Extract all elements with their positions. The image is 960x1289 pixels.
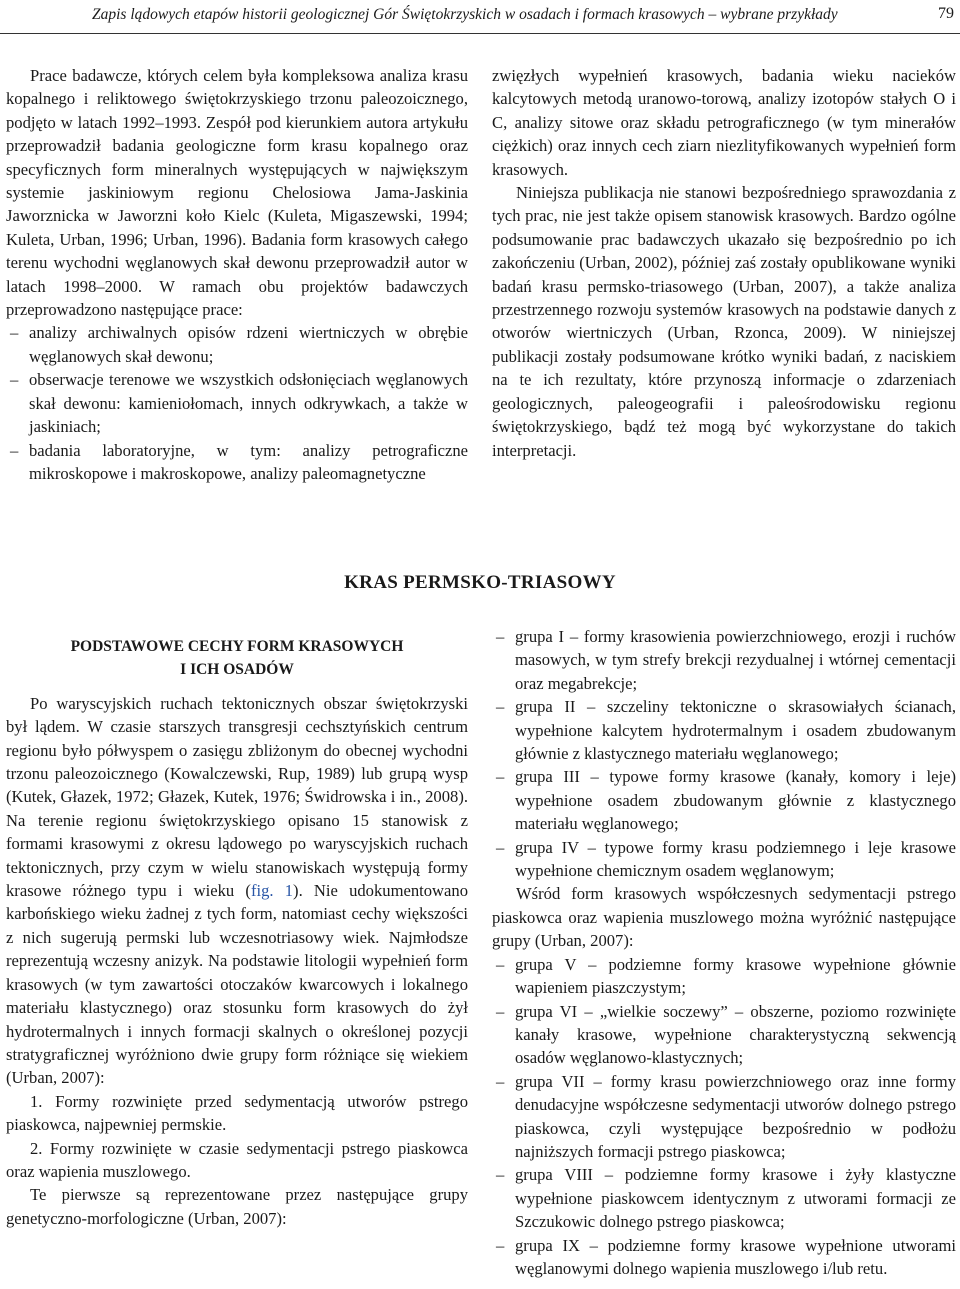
karst-groups-list-b (492, 953, 956, 1281)
body-paragraph: Wśród form krasowych współczesnych sedymentacji pstrego piaskowca oraz wapienia muszlowego można wyróżnić następujące grupy (Urban, 2007): (492, 884, 956, 951)
section-heading: KRAS PERMSKO-TRIASOWY (344, 572, 616, 593)
running-title: Zapis lądowych etapów historii geologicznej Gór Świętokrzyskich w osadach i formach krasowych – wybrane przykłady (92, 6, 838, 23)
lower-left-column (6, 635, 468, 1230)
list-item: – analizy archiwalnych opisów rdzeni wiertniczych w obrębie węglanowych skał dewonu; (6, 321, 468, 368)
list-item: – grupa VI – „wielkie soczewy” – obszerne, poziomo rozwinięte kanały krasowe, wypełnione charakterystyczną sekwencją osadów węglanowo-klastycznych; (492, 1000, 956, 1070)
karst-groups-list-a (492, 625, 956, 882)
list-item: – grupa IV – typowe formy krasu podziemnego i leje krasowe wypełnione chemicznym osadem węglanowym; (492, 836, 956, 883)
upper-left-column (6, 64, 468, 485)
enumerated-item: 1. Formy rozwinięte przed sedymentacją utworów pstrego piaskowca, najpewniej permskie. (6, 1091, 468, 1135)
figure-reference-link[interactable]: fig. 1 (250, 881, 294, 901)
subsection-heading-line: I ICH OSADÓW (180, 661, 294, 679)
page-number: 79 (938, 5, 954, 22)
running-header (0, 0, 960, 34)
paragraph-text: Po waryscyjskich ruchach tektonicznych obszar świętokrzyski był lądem. W czasie starszych transgresji cechsztyńskich centrum regionu było półwyspem o zasięgu zbliżonym do obecnej wychodni trzonu paleozoicznego (Kowalczewski, Rup, 1989) lub grupą wysp (Kutek, Głazek, 1972; Głazek, Kutek, 1976; Świdrowska i in., 2008). Na terenie regionu świętokrzyskiego opisano 15 stanowisk z formami krasowymi z okresu lądowego po waryscyjskich ruchach tektonicznych, przy czym w wielu stanowiskach występują formy krasowe różnego typu i wieku ( (6, 693, 468, 901)
intro-paragraph: Prace badawcze, których celem była kompleksowa analiza krasu kopalnego i reliktowego świętokrzyskiego trzonu paleozoicznego, podjęto w latach 1992–1993. Zespół pod kierunkiem autora artykułu przeprowadził badania geologiczne form krasu kopalnego oraz specyficznych form mineralnych występujących w największym systemie jaskiniowym regionu Chelosiowa Jama-Jaskinia Jaworznicka w Jaworzni koło Kielc (Kuleta, Migaszewski, 1994; Kuleta, Urban, 1996; Urban, 1996). Badania form krasowych całego terenu wychodni węglanowych skał dewonu przeprowadził autor w latach 1998–2000. W ramach obu projektów badawczych przeprowadzono następujące prace: (6, 66, 468, 320)
lower-right-column (492, 625, 956, 1280)
enumerated-item: 2. Formy rozwinięte w czasie sedymentacji pstrego piaskowca oraz wapienia muszlowego. (6, 1138, 468, 1181)
body-paragraph (6, 692, 468, 1090)
list-item: – grupa VII – formy krasu powierzchniowego oraz inne formy denudacyjne współczesne sedymentacji utworów dolnego pstrego piaskowca, czyli występujące bezpośrednio w podłożu najniższych formacji pstrego piaskowca; (492, 1070, 956, 1164)
list-item: – grupa V – podziemne formy krasowe wypełnione głównie wapieniem piaszczystym; (492, 953, 956, 1000)
upper-right-column (492, 64, 956, 462)
list-item: – grupa VIII – podziemne formy krasowe i żyły klastyczne wypełnione piaskowcem identycznym z utworami formacji ze Szczukowic dolnego pstrego piaskowca; (492, 1163, 956, 1233)
subsection-heading (6, 635, 468, 682)
list-item: – grupa III – typowe formy krasowe (kanały, komory i leje) wypełnione osadem zbudowanym głównie z klastycznego materiału węglanowego; (492, 765, 956, 835)
research-tasks-list (6, 321, 468, 485)
publication-scope-paragraph: Niniejsza publikacja nie stanowi bezpośredniego sprawozdania z tych prac, nie jest także opisem stanowisk krasowych. Bardzo ogólne podsumowanie prac badawczych ukazało się bezpośrednio po ich zakończeniu (Urban, 2002), później zaś zostały opublikowane wyniki badań krasu permsko-triasowego (Urban, 2007), a także analiza przestrzennego rozwoju systemów krasowych na podstawie danych z otworów wiertniczych (Urban, Rzonca, 2009). W niniejszej publikacji zostały podsumowane krótko wyniki badań, z naciskiem na te ich rezultaty, które przynoszą informacje o zdarzeniach geologicznych, paleogeografii i paleośrodowisku regionu świętokrzyskiego, bądź też mogą być wykorzystane do takich interpretacji. (492, 183, 956, 460)
list-item: – obserwacje terenowe we wszystkich odsłonięciach węglanowych skał dewonu: kamieniołomach, innych odkrywkach, a także w jaskiniach; (6, 368, 468, 438)
continuation-paragraph: zwięzłych wypełnień krasowych, badania wieku nacieków kalcytowych metodą uranowo-torową, analizy izotopów stałych O i C, analizy sitowe oraz składu petrograficznego (w tym minerałów ciężkich) oraz innych cech ziarn niezlityfikowanych wypełnień form krasowych. (492, 66, 956, 179)
body-paragraph: Te pierwsze są reprezentowane przez następujące grupy genetyczno-morfologiczne (Urban, 2007): (6, 1185, 468, 1228)
list-item: – grupa II – szczeliny tektoniczne o skrasowiałych ścianach, wypełnione kalcytem hydrotermalnym i osadem zbudowanym głównie z klastycznego materiału węglanowego; (492, 695, 956, 765)
subsection-heading-line: PODSTAWOWE CECHY FORM KRASOWYCH (70, 638, 404, 655)
list-item: – grupa IX – podziemne formy krasowe wypełnione utworami węglanowymi dolnego wapienia muszlowego i/lub retu. (492, 1234, 956, 1281)
list-item: – badania laboratoryjne, w tym: analizy petrograficzne mikroskopowe i makroskopowe, analizy paleomagnetyczne (6, 439, 468, 486)
list-item: – grupa I – formy krasowienia powierzchniowego, erozji i ruchów masowych, w tym strefy brekcji rezydualnej i wtórnej cementacji oraz megabrekcje; (492, 625, 956, 695)
paragraph-text: ). Nie udokumentowano karbońskiego wieku żadnej z tych form, natomiast cechy większości z nich sugerują permski lub wczesnotriasowy wiek. Najmłodsze reprezentują wczesny anizyk. Na podstawie litologii wypełnień form krasowych (w tym zawartości otoczaków kwarcowych i lokalnego materiału klastycznego) oraz stosunku form krasowych do żył hydrotermalnych i innych formacji skalnych o określonej pozycji stratygraficznej wyróżniono dwie grupy form różniące się wiekiem (Urban, 2007): (6, 881, 468, 1088)
